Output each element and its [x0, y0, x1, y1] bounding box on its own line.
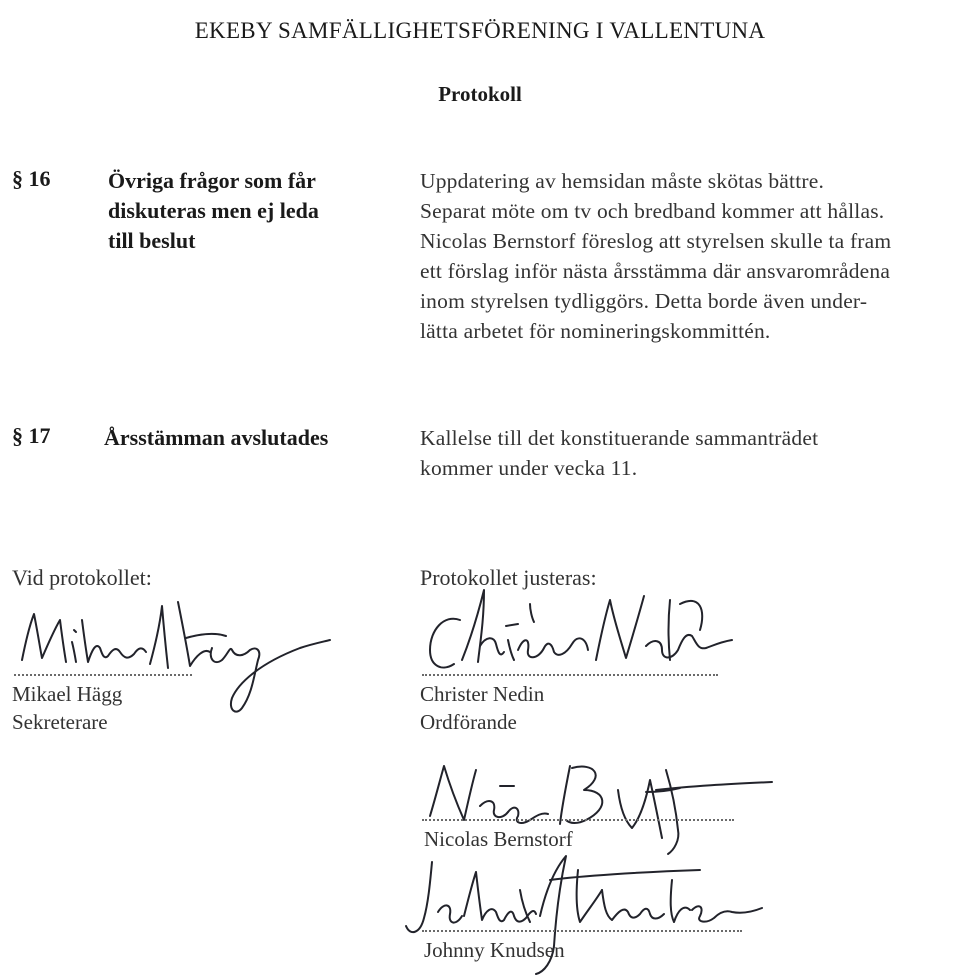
recorder-label: Vid protokollet:: [12, 565, 152, 590]
section-16-body-line: Separat möte om tv och bredband kommer att hållas.: [420, 199, 885, 223]
section-17-title-line: Årsstämman avslutades: [104, 425, 329, 450]
chair-name: [420, 680, 544, 736]
recorder-role: Sekreterare: [12, 710, 108, 734]
section-17-body-line: Kallelse till det konstituerande sammanträdet: [420, 426, 819, 450]
adjuster-1-signature-line: [422, 819, 734, 821]
section-17-body-line: kommer under vecka 11.: [420, 456, 638, 480]
section-16-body: [420, 166, 891, 346]
chair-name-text: Christer Nedin: [420, 682, 545, 706]
section-16-title-line: diskuteras men ej leda: [108, 198, 319, 223]
adjuster-2-name: Johnny Knudsen: [424, 938, 565, 962]
recorder-signature-line: [14, 674, 192, 676]
adjuster-2-signature-line: [422, 930, 742, 932]
section-16-title-line: till beslut: [108, 228, 196, 253]
section-17-title: [104, 423, 328, 453]
adjuster-1-name: Nicolas Bernstorf: [424, 827, 573, 851]
recorder-name-text: Mikael Hägg: [12, 682, 123, 706]
adjusters-label: Protokollet justeras:: [420, 565, 597, 590]
organization-name: EKEBY SAMFÄLLIGHETSFÖRENING I VALLENTUNA: [194, 18, 766, 43]
section-17-body: [420, 423, 818, 483]
section-17-number: § 17: [12, 423, 51, 448]
section-16-body-line: Uppdatering av hemsidan måste skötas bättre.: [420, 169, 825, 193]
section-16-body-line: Nicolas Bernstorf föreslog att styrelsen skulle ta fram: [420, 229, 892, 253]
section-16-number: § 16: [12, 166, 51, 191]
recorder-name: [12, 680, 122, 736]
section-16-title: [108, 166, 319, 256]
document-title: Protokoll: [438, 82, 522, 106]
chair-role: Ordförande: [420, 710, 517, 734]
chair-signature-line: [422, 674, 718, 676]
section-16-title-line: Övriga frågor som får: [108, 168, 316, 193]
section-16-body-line: inom styrelsen tydliggörs. Detta borde även under-: [420, 289, 868, 313]
section-16-body-line: ett förslag inför nästa årsstämma där ansvarområdena: [420, 259, 891, 283]
section-16-body-line: lätta arbetet för nomineringskommittén.: [420, 319, 771, 343]
